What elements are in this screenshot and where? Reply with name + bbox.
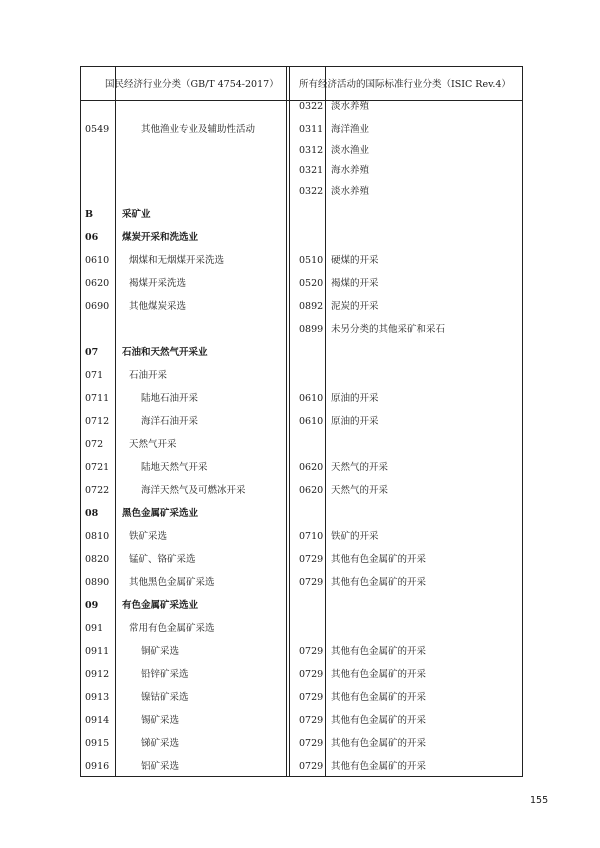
- row-isic-name: 其他有色金属矿的开采: [331, 577, 427, 588]
- row-name: 陆地天然气开采: [141, 462, 208, 473]
- row-name: 海洋石油开采: [141, 416, 199, 427]
- row-isic-name: 其他有色金属矿的开采: [331, 761, 427, 772]
- row-name: 铅锌矿采选: [141, 669, 189, 680]
- row-code: 07: [85, 347, 99, 358]
- row-isic-name: 淡水渔业: [331, 145, 370, 156]
- row-isic-name: 其他有色金属矿的开采: [331, 646, 427, 657]
- row-isic-name: 褐煤的开采: [331, 278, 379, 289]
- row-name: 海洋天然气及可燃冰开采: [141, 485, 246, 496]
- row-name: 铁矿采选: [129, 531, 168, 542]
- row-name: 其他黑色金属矿采选: [129, 577, 215, 588]
- row-isic-code: 0321: [299, 165, 324, 176]
- row-name: 天然气开采: [129, 439, 177, 450]
- row-name: 石油开采: [129, 370, 168, 381]
- row-code: 08: [85, 508, 99, 519]
- row-name: 有色金属矿采选业: [122, 600, 199, 611]
- row-name: 铜矿采选: [141, 646, 180, 657]
- row-code: B: [85, 209, 94, 220]
- row-isic-name: 铁矿的开采: [331, 531, 379, 542]
- row-isic-code: 0892: [299, 301, 324, 312]
- col-divider-isic-code: [325, 67, 326, 776]
- row-name: 铝矿采选: [141, 761, 180, 772]
- row-isic-name: 海洋渔业: [331, 124, 370, 135]
- page-number: 155: [530, 795, 549, 806]
- row-isic-name: 硬煤的开采: [331, 255, 379, 266]
- row-name: 采矿业: [122, 209, 151, 220]
- row-name: 陆地石油开采: [141, 393, 199, 404]
- row-isic-name: 其他有色金属矿的开采: [331, 692, 427, 703]
- row-isic-name: 泥炭的开采: [331, 301, 379, 312]
- row-isic-name: 原油的开采: [331, 393, 379, 404]
- row-isic-code: 0322: [299, 186, 324, 197]
- row-name: 烟煤和无烟煤开采洗选: [129, 255, 225, 266]
- header-right: 所有经济活动的国际标准行业分类（ISIC Rev.4）: [299, 79, 511, 90]
- row-isic-name: 海水养殖: [331, 165, 370, 176]
- row-code: 0912: [85, 669, 110, 680]
- row-isic-code: 0620: [299, 462, 324, 473]
- row-name: 镍钴矿采选: [141, 692, 189, 703]
- row-code: 0620: [85, 278, 110, 289]
- row-isic-code: 0899: [299, 324, 324, 335]
- col-divider-center-b: [289, 67, 290, 776]
- classification-table: [80, 66, 523, 777]
- row-isic-name: 其他有色金属矿的开采: [331, 669, 427, 680]
- row-code: 0690: [85, 301, 110, 312]
- row-name: 黑色金属矿采选业: [122, 508, 199, 519]
- row-name: 石油和天然气开采业: [122, 347, 208, 358]
- row-isic-code: 0610: [299, 393, 324, 404]
- row-isic-code: 0312: [299, 145, 324, 156]
- row-code: 0712: [85, 416, 110, 427]
- row-name: 煤炭开采和洗选业: [122, 232, 199, 243]
- row-code: 0890: [85, 577, 110, 588]
- col-divider-center-a: [286, 67, 287, 776]
- row-isic-name: 其他有色金属矿的开采: [331, 738, 427, 749]
- row-isic-name: 其他有色金属矿的开采: [331, 715, 427, 726]
- row-isic-code: 0322: [299, 101, 324, 112]
- row-name: 褐煤开采洗选: [129, 278, 187, 289]
- row-code: 0721: [85, 462, 110, 473]
- row-code: 09: [85, 600, 99, 611]
- row-isic-code: 0510: [299, 255, 324, 266]
- row-code: 0711: [85, 393, 110, 404]
- row-isic-name: 原油的开采: [331, 416, 379, 427]
- row-code: 0549: [85, 124, 110, 135]
- row-code: 0913: [85, 692, 110, 703]
- row-isic-name: 淡水养殖: [331, 101, 370, 112]
- row-isic-name: 天然气的开采: [331, 485, 389, 496]
- row-isic-code: 0520: [299, 278, 324, 289]
- row-isic-name: 淡水养殖: [331, 186, 370, 197]
- row-isic-code: 0729: [299, 738, 324, 749]
- row-code: 0916: [85, 761, 110, 772]
- row-isic-code: 0729: [299, 761, 324, 772]
- row-isic-code: 0729: [299, 554, 324, 565]
- row-isic-code: 0729: [299, 669, 324, 680]
- row-code: 0911: [85, 646, 110, 657]
- row-code: 0722: [85, 485, 110, 496]
- row-code: 0914: [85, 715, 110, 726]
- row-name: 锡矿采选: [141, 715, 180, 726]
- row-code: 0820: [85, 554, 110, 565]
- header-left: 国民经济行业分类（GB/T 4754-2017）: [105, 79, 279, 90]
- row-code: 06: [85, 232, 99, 243]
- row-isic-name: 其他有色金属矿的开采: [331, 554, 427, 565]
- row-isic-code: 0729: [299, 646, 324, 657]
- row-code: 071: [85, 370, 104, 381]
- row-isic-code: 0610: [299, 416, 324, 427]
- row-name: 常用有色金属矿采选: [129, 623, 215, 634]
- row-name: 锰矿、铬矿采选: [129, 554, 196, 565]
- row-isic-code: 0710: [299, 531, 324, 542]
- row-code: 0610: [85, 255, 110, 266]
- row-code: 091: [85, 623, 104, 634]
- row-code: 0810: [85, 531, 110, 542]
- row-isic-code: 0729: [299, 715, 324, 726]
- row-name: 其他渔业专业及辅助性活动: [141, 124, 256, 135]
- row-code: 0915: [85, 738, 110, 749]
- row-isic-code: 0311: [299, 124, 324, 135]
- row-name: 锑矿采选: [141, 738, 180, 749]
- row-name: 其他煤炭采选: [129, 301, 187, 312]
- row-code: 072: [85, 439, 104, 450]
- row-isic-name: 天然气的开采: [331, 462, 389, 473]
- row-isic-name: 未另分类的其他采矿和采石: [331, 324, 446, 335]
- row-isic-code: 0729: [299, 692, 324, 703]
- row-isic-code: 0729: [299, 577, 324, 588]
- row-isic-code: 0620: [299, 485, 324, 496]
- col-divider-code: [115, 67, 116, 776]
